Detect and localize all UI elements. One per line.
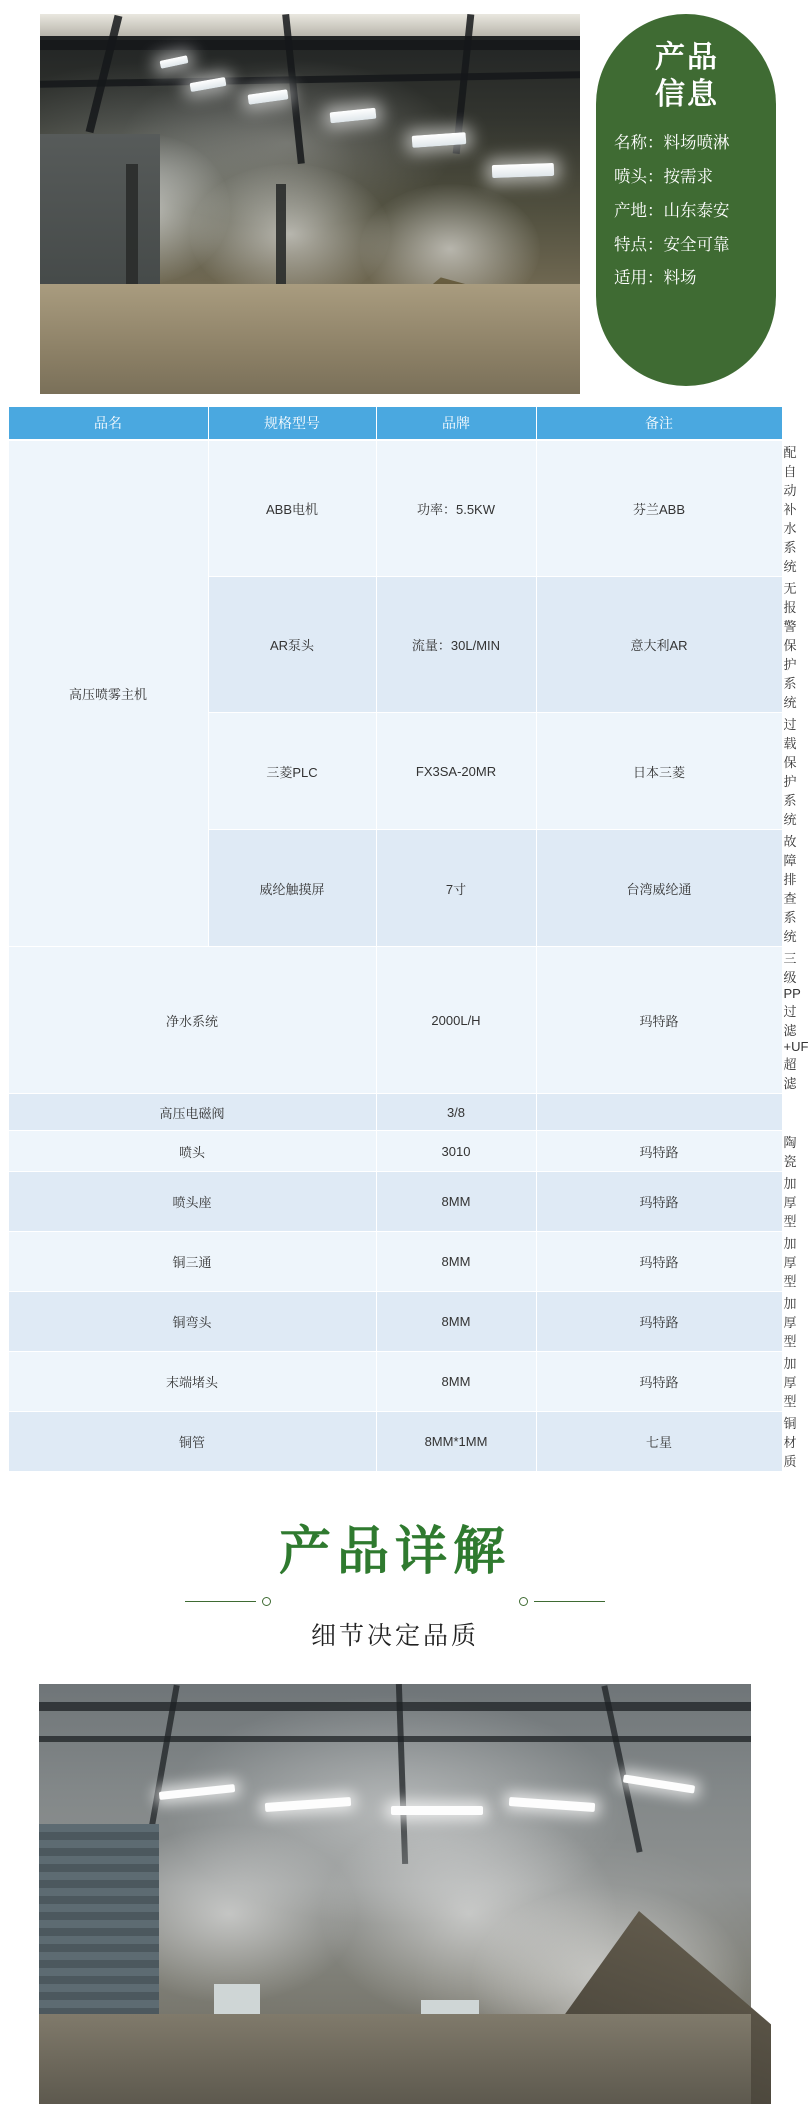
table-row: 三菱PLC FX3SA-20MR 日本三菱 过载保护系统 <box>8 713 782 830</box>
floor-ground <box>40 284 580 394</box>
cell-product-name: 铜三通 <box>8 1232 376 1292</box>
hero-section <box>0 0 790 400</box>
table-row: 铜三通 8MM 玛特路 加厚型 <box>8 1232 782 1292</box>
cell-product-name: 净水系统 <box>8 947 376 1094</box>
cell-brand: 七星 <box>536 1412 782 1472</box>
info-row-nozzle: 喷头：按需求 <box>614 168 713 186</box>
table-row: 末端堵头 8MM 玛特路 加厚型 <box>8 1352 782 1412</box>
cell-product-name: 喷头 <box>8 1131 376 1172</box>
cell-model: 8MM*1MM <box>376 1412 536 1472</box>
table-row <box>8 1094 782 1131</box>
info-row-feature: 特点：安全可靠 <box>614 235 730 254</box>
cell-brand: 玛特路 <box>536 1131 782 1172</box>
specification-table <box>8 406 783 440</box>
cell-product-name: AR泵头 <box>208 577 376 713</box>
header-product-name: 品名 <box>8 407 208 440</box>
info-card-title-line2: 信息 <box>655 77 719 111</box>
info-card-title <box>614 40 760 113</box>
detail-title: 产品详解 <box>278 1523 511 1581</box>
cell-product-name: 铜弯头 <box>8 1292 376 1352</box>
cell-product-name: ABB电机 <box>208 441 376 577</box>
cell-model: 8MM <box>376 1172 536 1232</box>
skylight <box>492 163 554 178</box>
cell-brand: 台湾威纶通 <box>536 830 782 947</box>
cell-brand <box>536 1094 782 1131</box>
roof-beam <box>39 1736 751 1742</box>
cell-product-name: 末端堵头 <box>8 1352 376 1412</box>
info-row-application: 适用：料场 <box>614 269 697 288</box>
cell-model: FX3SA-20MR <box>376 713 536 830</box>
table-row: 铜管 8MM*1MM 七星 铜材质 <box>8 1412 782 1472</box>
cell-product-name: 铜管 <box>8 1412 376 1472</box>
table-row: 高压喷雾主机 ABB电机 功率：5.5KW 芬兰ABB 配自动补水系统 <box>8 441 782 577</box>
cell-model: 功率：5.5KW <box>376 441 536 577</box>
cell-brand: 玛特路 <box>536 947 782 1094</box>
divider-dot-right <box>519 1597 528 1606</box>
header-brand: 品牌 <box>376 407 536 440</box>
table-row: AR泵头 流量：30L/MIN 意大利AR 无报警保护系统 <box>8 577 782 713</box>
divider-line-left <box>185 1601 256 1602</box>
table-row: 铜弯头 8MM 玛特路 加厚型 <box>8 1292 782 1352</box>
cell-brand: 意大利AR <box>536 577 782 713</box>
divider-line-right <box>534 1601 605 1602</box>
group-label-host: 高压喷雾主机 <box>8 441 208 947</box>
info-card-title-line1: 产品 <box>655 41 719 74</box>
cell-brand: 玛特路 <box>536 1352 782 1412</box>
cell-model: 3/8 <box>376 1094 536 1131</box>
table-row: 净水系统 2000L/H 玛特路 三级PP过滤+UF超滤 <box>8 947 782 1094</box>
specification-rows <box>8 441 808 1472</box>
warehouse-photo-bottom <box>39 1684 751 2104</box>
cell-model: 流量：30L/MIN <box>376 577 536 713</box>
roof-beam <box>39 1702 751 1711</box>
cell-model: 8MM <box>376 1292 536 1352</box>
floor-ground <box>39 2014 751 2104</box>
detail-subtitle: 细节决定品质 <box>310 1622 479 1651</box>
header-model: 规格型号 <box>208 407 376 440</box>
table-row: 威纶触摸屏 7寸 台湾威纶通 故障排查系统 <box>8 830 782 947</box>
header-note: 备注 <box>536 407 782 440</box>
cell-product-name: 喷头座 <box>8 1172 376 1232</box>
cell-product-name: 高压电磁阀 <box>8 1094 376 1131</box>
product-info-card <box>596 14 776 386</box>
cell-brand: 玛特路 <box>536 1292 782 1352</box>
cell-product-name: 威纶触摸屏 <box>208 830 376 947</box>
cell-model: 8MM <box>376 1232 536 1292</box>
table-row: 喷头座 8MM 玛特路 加厚型 <box>8 1172 782 1232</box>
table-row: 喷头 3010 玛特路 陶瓷 <box>8 1131 782 1172</box>
divider-dot-left <box>262 1597 271 1606</box>
table-header-row <box>8 407 782 440</box>
cell-model: 8MM <box>376 1352 536 1412</box>
detail-banner <box>0 1524 790 1670</box>
roof-beam <box>40 40 580 50</box>
cell-model: 3010 <box>376 1131 536 1172</box>
cell-brand: 玛特路 <box>536 1232 782 1292</box>
info-row-origin: 产地：山东泰安 <box>614 201 730 220</box>
info-row-name: 名称：料场喷淋 <box>614 134 730 153</box>
info-card-list <box>614 127 760 296</box>
cell-brand: 芬兰ABB <box>536 441 782 577</box>
cell-model: 2000L/H <box>376 947 536 1094</box>
cell-brand: 日本三菱 <box>536 713 782 830</box>
cell-product-name: 三菱PLC <box>208 713 376 830</box>
cell-brand: 玛特路 <box>536 1172 782 1232</box>
water-mist <box>190 164 390 304</box>
banner-divider <box>185 1597 605 1606</box>
specification-table-body <box>8 440 808 1472</box>
cell-model: 7寸 <box>376 830 536 947</box>
warehouse-photo-top <box>40 14 580 394</box>
